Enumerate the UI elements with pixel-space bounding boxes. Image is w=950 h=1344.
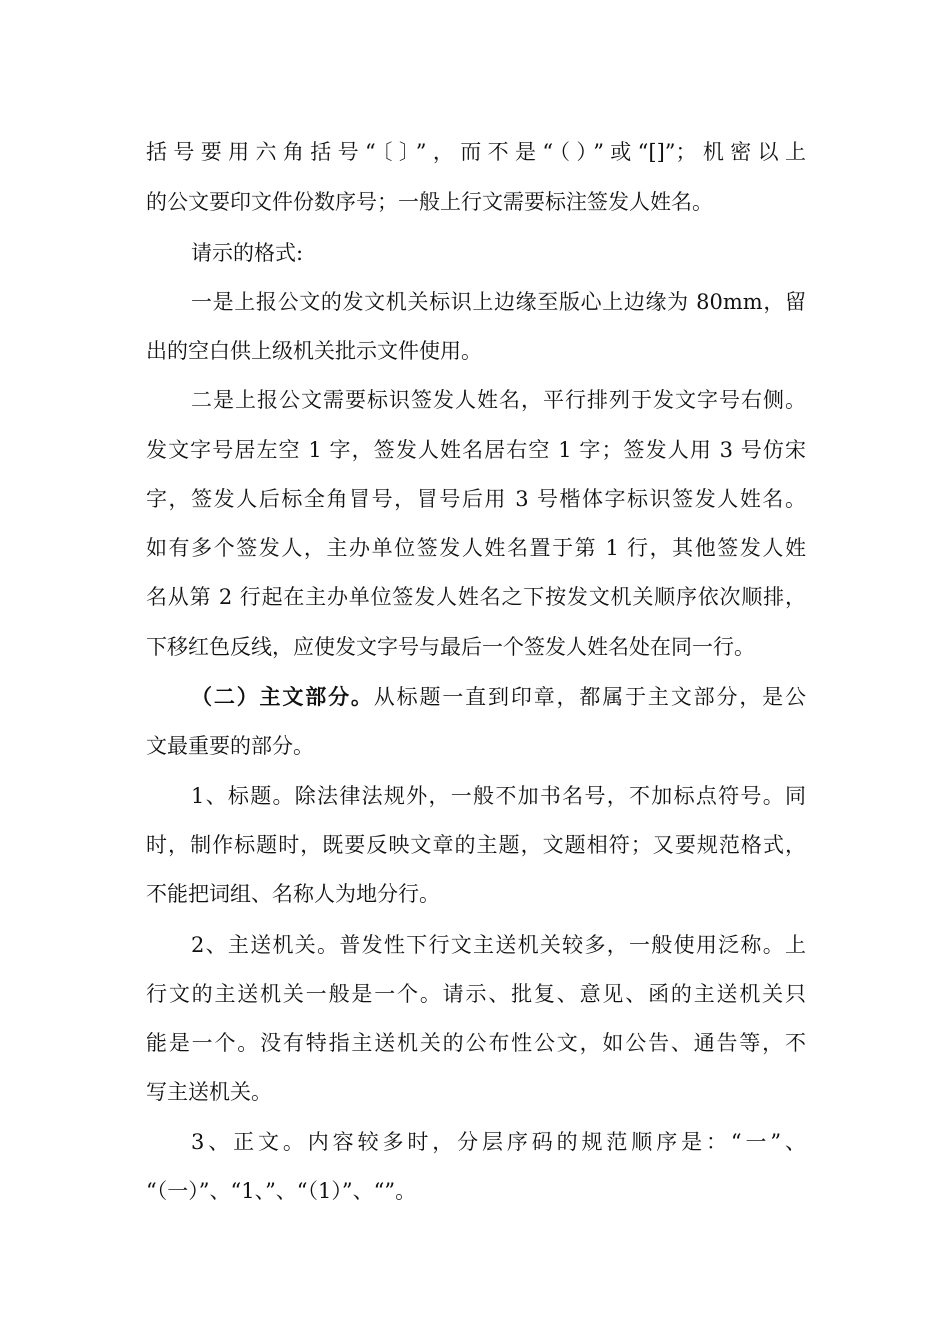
paragraph-line: 括号要用六角括号“〔〕”，而不是“（）”或“[]”；机密以上 (146, 140, 806, 164)
paragraph-line: 字，签发人后标全角冒号，冒号后用 3 号楷体字标识签发人姓名。 (146, 487, 806, 511)
paragraph-line: 1、标题。除法律法规外，一般不加书名号，不加标点符号。同 (191, 784, 806, 808)
paragraph-line: 请示的格式: (191, 241, 304, 265)
paragraph-line: 不能把词组、名称人为地分行。 (146, 882, 440, 906)
paragraph-line: 的公文要印文件份数序号；一般上行文需要标注签发人姓名。 (146, 190, 713, 214)
paragraph-line: 如有多个签发人，主办单位签发人姓名置于第 1 行，其他签发人姓 (146, 536, 806, 560)
paragraph-line: 出的空白供上级机关批示文件使用。 (146, 339, 482, 363)
paragraph-line: 能是一个。没有特指主送机关的公布性公文，如公告、通告等，不 (146, 1031, 806, 1055)
paragraph-line: “（一）”、“1、”、“（1）”、“”。 (146, 1179, 417, 1203)
paragraph-line: 2、主送机关。普发性下行文主送机关较多，一般使用泛称。上 (191, 933, 806, 957)
paragraph-line: 一是上报公文的发文机关标识上边缘至版心上边缘为 80mm，留 (191, 290, 806, 314)
section-paragraph-line (191, 682, 806, 712)
paragraph-line: 文最重要的部分。 (146, 734, 314, 758)
paragraph-line: 二是上报公文需要标识签发人姓名，平行排列于发文字号右侧。 (191, 388, 806, 412)
section-heading: （二）主文部分。 (191, 684, 374, 709)
paragraph-line: 行文的主送机关一般是一个。请示、批复、意见、函的主送机关只 (146, 982, 806, 1006)
paragraph-line: 写主送机关。 (146, 1080, 272, 1104)
paragraph-line: 名从第 2 行起在主办单位签发人姓名之下按发文机关顺序依次顺排， (146, 585, 806, 609)
paragraph-line: 发文字号居左空 1 字，签发人姓名居右空 1 字；签发人用 3 号仿宋 (146, 438, 806, 462)
paragraph-line: 时，制作标题时，既要反映文章的主题，文题相符；又要规范格式， (146, 833, 806, 857)
section-heading-text: 从标题一直到印章，都属于主文部分，是公 (373, 685, 807, 709)
paragraph-line: 3、正文。内容较多时，分层序码的规范顺序是：“一”、 (191, 1130, 806, 1154)
paragraph-line: 下移红色反线，应使发文字号与最后一个签发人姓名处在同一行。 (146, 635, 755, 659)
